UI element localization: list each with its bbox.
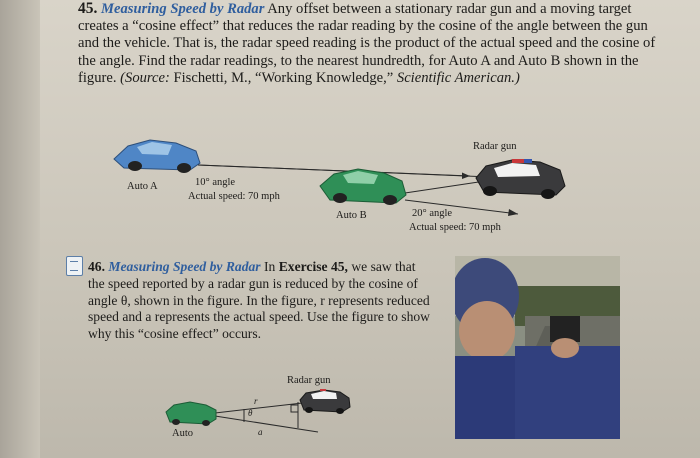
exercise-46-title: Measuring Speed by Radar — [108, 259, 261, 274]
right-angle-mark — [291, 405, 298, 412]
label-r: r — [254, 396, 258, 406]
label-a: a — [258, 427, 263, 437]
police-car-small — [300, 389, 350, 414]
radar-gun-label-small: Radar gun — [287, 375, 331, 386]
auto-label-small: Auto — [172, 428, 193, 439]
exercise-45-number: 45. — [78, 0, 98, 17]
label-theta: θ — [248, 408, 253, 418]
photo-illustration — [455, 256, 620, 439]
exercise-45-source-label: (Source: — [120, 69, 170, 86]
exercise-46-body-1: In — [264, 259, 276, 274]
auto-b-speed: Actual speed: 70 mph — [409, 222, 501, 233]
exercise-45-source-text: Fischetti, M., “Working Knowledge,” — [173, 69, 394, 86]
exercise-46-body-2: we saw that the speed reported by a radar gun is reduced by the cosine of angle θ, shown in the figure. In the figure, r represents reduced speed and a represents the actual speed. Use the figure to show why this “cosine effect” occurs. — [88, 259, 430, 342]
exercise-45-body: Any offset between a stationary radar gun and a moving target creates a “cosine effect” that reduces the radar reading by the cosine of the angle between the gun and the vehicle. That is, the radar speed reading is the product of the actual speed and the cosine of the angle. Find the radar readings, to the nearest hundredth, for Auto A and Auto B shown in the figure. — [78, 1, 656, 86]
officer-radar-photo — [455, 256, 620, 439]
auto-b-label: Auto B — [336, 210, 367, 221]
exercise-45-title: Measuring Speed by Radar — [101, 1, 265, 17]
radar-gun-label: Radar gun — [473, 141, 517, 152]
auto-a-speed: Actual speed: 70 mph — [188, 191, 280, 202]
exercise-46-number: 46. — [88, 259, 105, 274]
auto-a-label: Auto A — [127, 181, 158, 192]
exercise-46-reference: Exercise 45, — [278, 259, 348, 274]
actual-speed-line-a — [215, 416, 318, 432]
auto-a-angle: 10° angle — [195, 177, 236, 188]
exercise-45-source-journal: Scientific American.) — [396, 69, 520, 86]
auto-b-angle: 20° angle — [412, 208, 453, 219]
auto-car-small — [166, 402, 216, 426]
